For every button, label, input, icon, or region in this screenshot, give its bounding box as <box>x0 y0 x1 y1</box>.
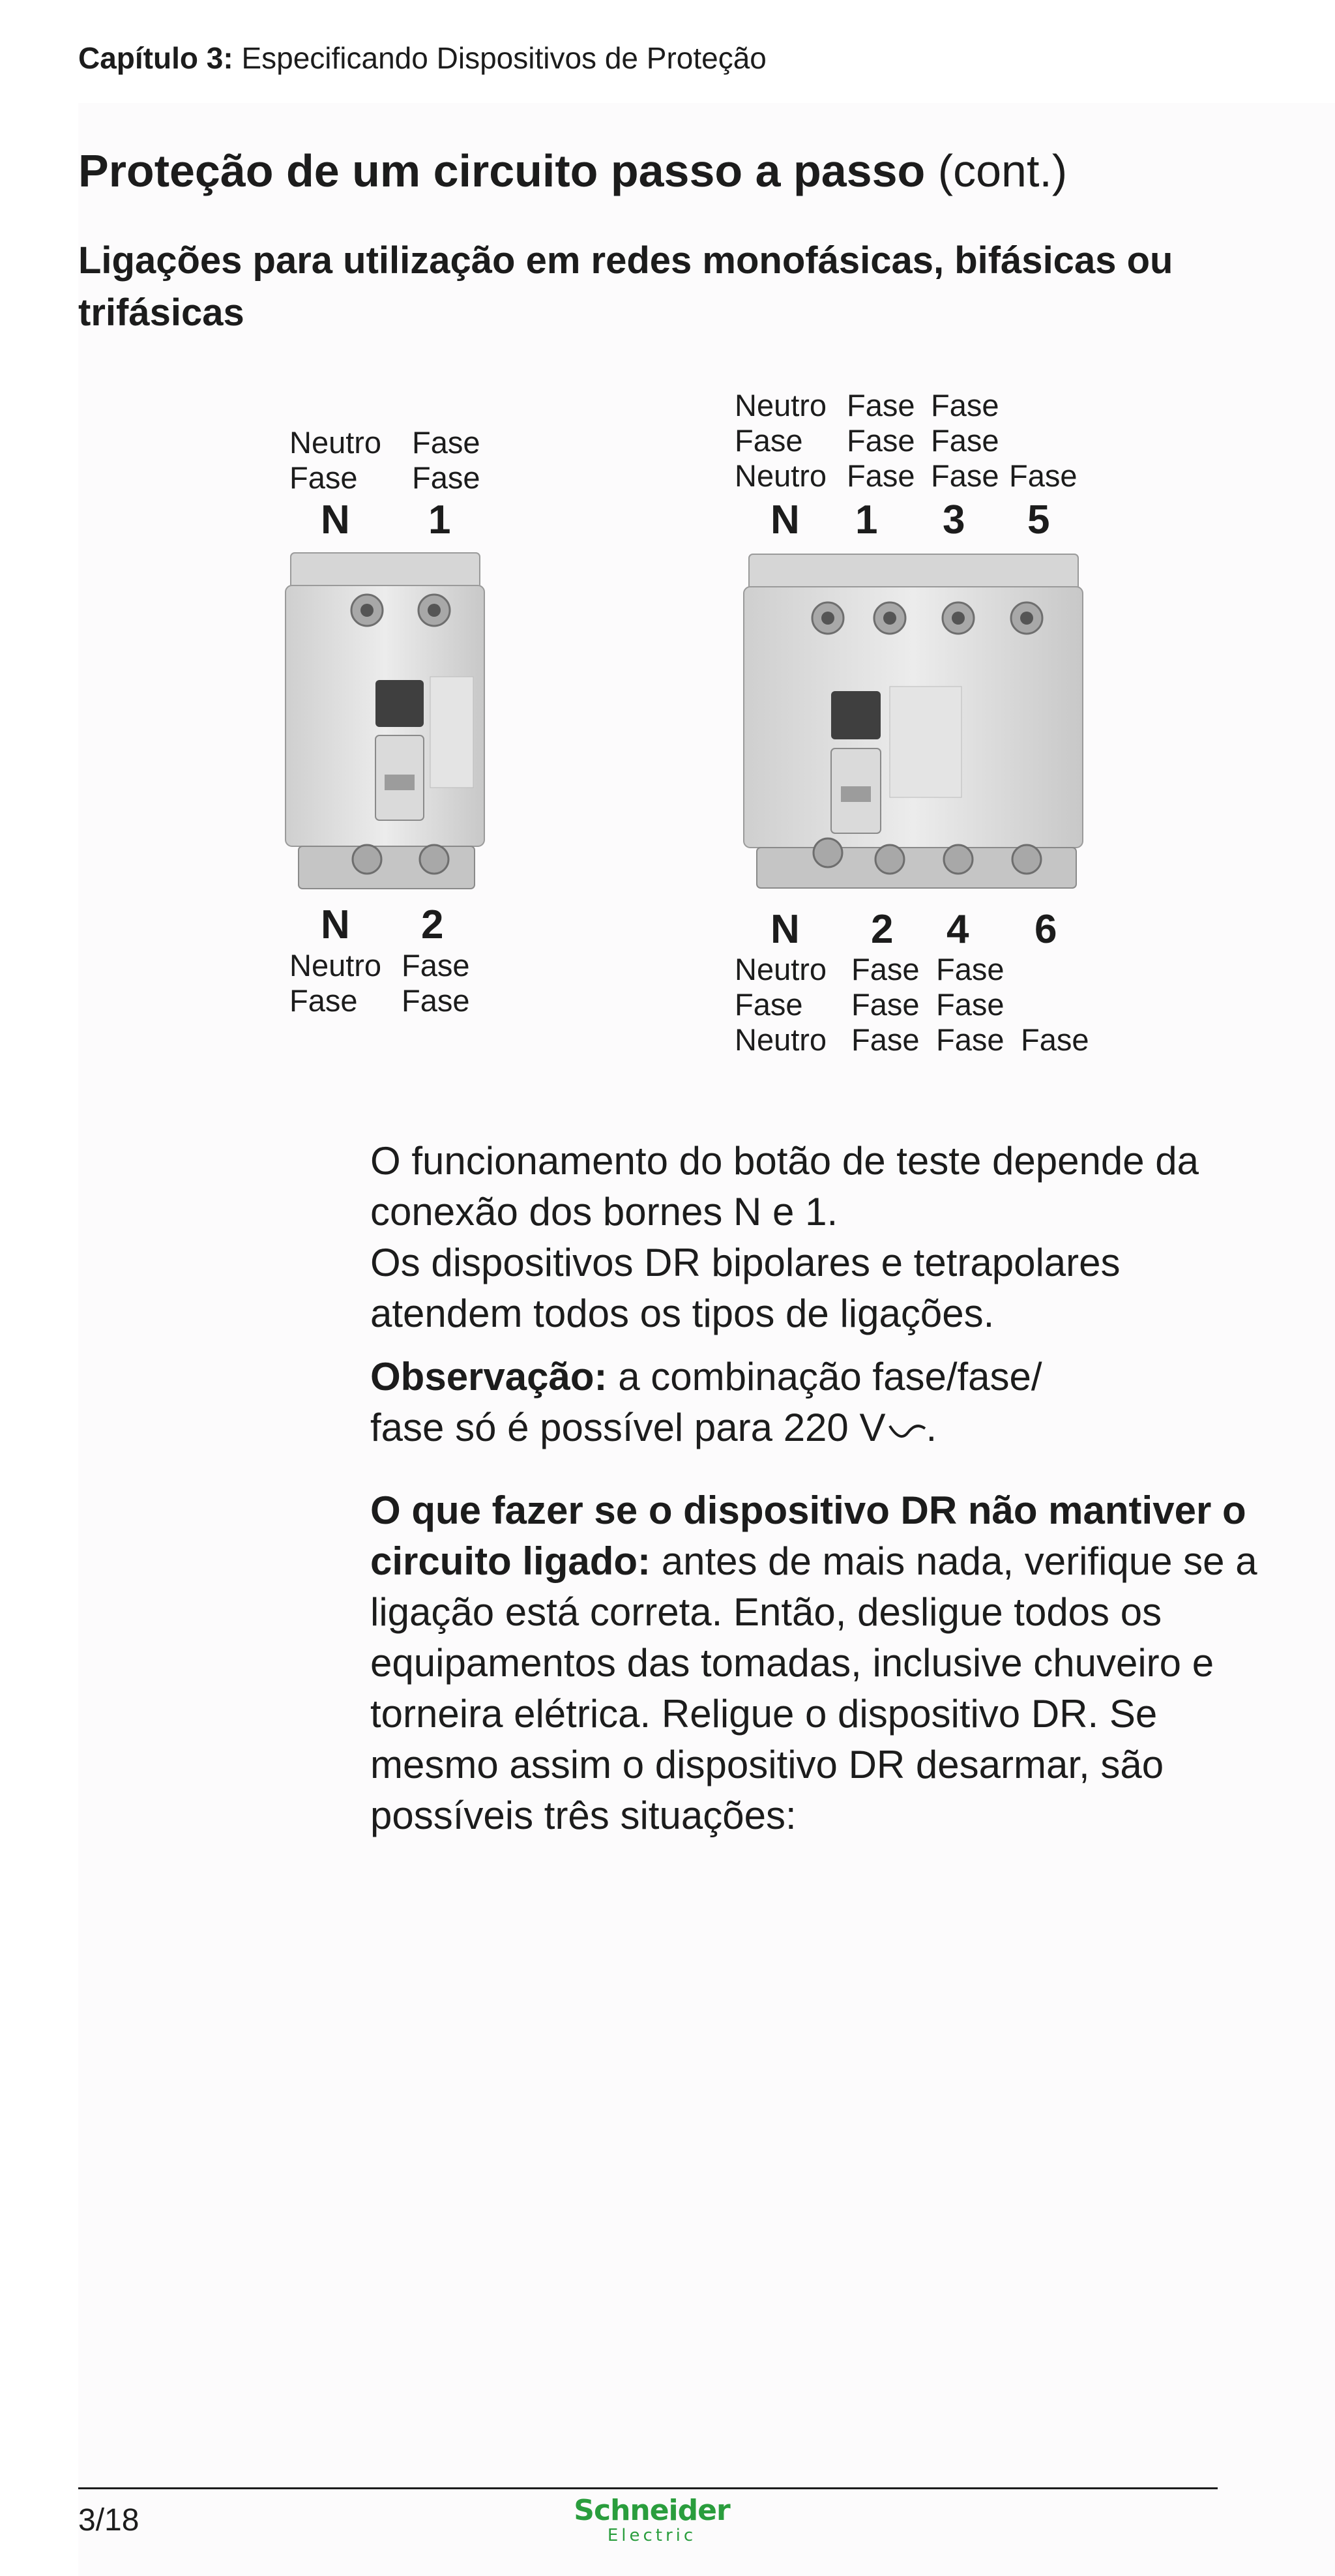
terminal-1: 1 <box>855 497 878 542</box>
label-neutro: Neutro <box>735 952 827 986</box>
label-fase: Fase <box>289 983 358 1018</box>
footer-divider <box>78 2487 1218 2489</box>
tetrapolar-rcd-device <box>740 546 1092 898</box>
bipolar-rcd-device <box>279 546 494 898</box>
label-fase: Fase <box>412 460 480 495</box>
terminal-n: N <box>321 902 350 947</box>
schneider-electric-logo: Schneider Electric <box>574 2494 730 2545</box>
content-panel <box>78 103 1335 2576</box>
label-fase: Fase <box>1021 1022 1089 1057</box>
terminal-5: 5 <box>1027 497 1050 542</box>
label-neutro: Neutro <box>735 1022 827 1057</box>
terminal-n: N <box>321 497 350 542</box>
terminal-n: N <box>770 497 800 542</box>
label-fase: Fase <box>847 423 915 458</box>
label-fase: Fase <box>735 987 803 1022</box>
label-neutro: Neutro <box>735 458 827 493</box>
terminal-2: 2 <box>871 907 894 952</box>
page-number: 3/18 <box>78 2503 139 2538</box>
terminal-4: 4 <box>946 907 969 952</box>
label-fase: Fase <box>402 948 470 983</box>
label-fase: Fase <box>412 425 480 460</box>
label-fase: Fase <box>289 460 358 495</box>
label-neutro: Neutro <box>289 425 382 460</box>
terminal-6: 6 <box>1034 907 1057 952</box>
label-fase: Fase <box>735 423 803 458</box>
paragraph-observation: Observação: a combinação fase/fase/ fase só é possível para 220 V . <box>370 1355 1042 1449</box>
label-fase: Fase <box>936 1022 1005 1057</box>
label-fase: Fase <box>931 458 999 493</box>
label-fase: Fase <box>936 952 1005 986</box>
label-fase: Fase <box>936 987 1005 1022</box>
label-fase: Fase <box>847 388 915 422</box>
label-fase: Fase <box>847 458 915 493</box>
chapter-header: Capítulo 3: Especificando Dispositivos de Proteção <box>78 41 767 75</box>
paragraph-device-types: Os dispositivos DR bipolares e tetrapolares atendem todos os tipos de ligações. <box>370 1241 1121 1335</box>
paragraph-what-to-do: O que fazer se o dispositivo DR não mantiver o circuito ligado: antes de mais nada, verifique se a ligação está correta. Então, desligue todos os equipamentos das tomadas, inclusive chuveiro e torneira elétrica. Religue o dispositivo DR. Se mesmo assim o dispositivo DR desarmar, são possíveis três situações: <box>370 1488 1257 1837</box>
page-title: Proteção de um circuito passo a passo (cont.) <box>78 145 1068 196</box>
terminal-3: 3 <box>943 497 965 542</box>
terminal-n: N <box>770 907 800 952</box>
terminal-1: 1 <box>428 497 451 542</box>
label-fase: Fase <box>931 423 999 458</box>
label-fase: Fase <box>402 983 470 1018</box>
label-neutro: Neutro <box>735 388 827 422</box>
label-neutro: Neutro <box>289 948 382 983</box>
label-fase: Fase <box>931 388 999 422</box>
paragraph-test-button: O funcionamento do botão de teste depende da conexão dos bornes N e 1. <box>370 1139 1199 1234</box>
terminal-2: 2 <box>421 902 444 947</box>
label-fase: Fase <box>851 987 920 1022</box>
ac-symbol-icon <box>888 1421 926 1440</box>
label-fase: Fase <box>851 952 920 986</box>
label-fase: Fase <box>851 1022 920 1057</box>
label-fase: Fase <box>1009 458 1078 493</box>
section-subtitle: Ligações para utilização em redes monofásicas, bifásicas ou trifásicas <box>78 239 1173 334</box>
